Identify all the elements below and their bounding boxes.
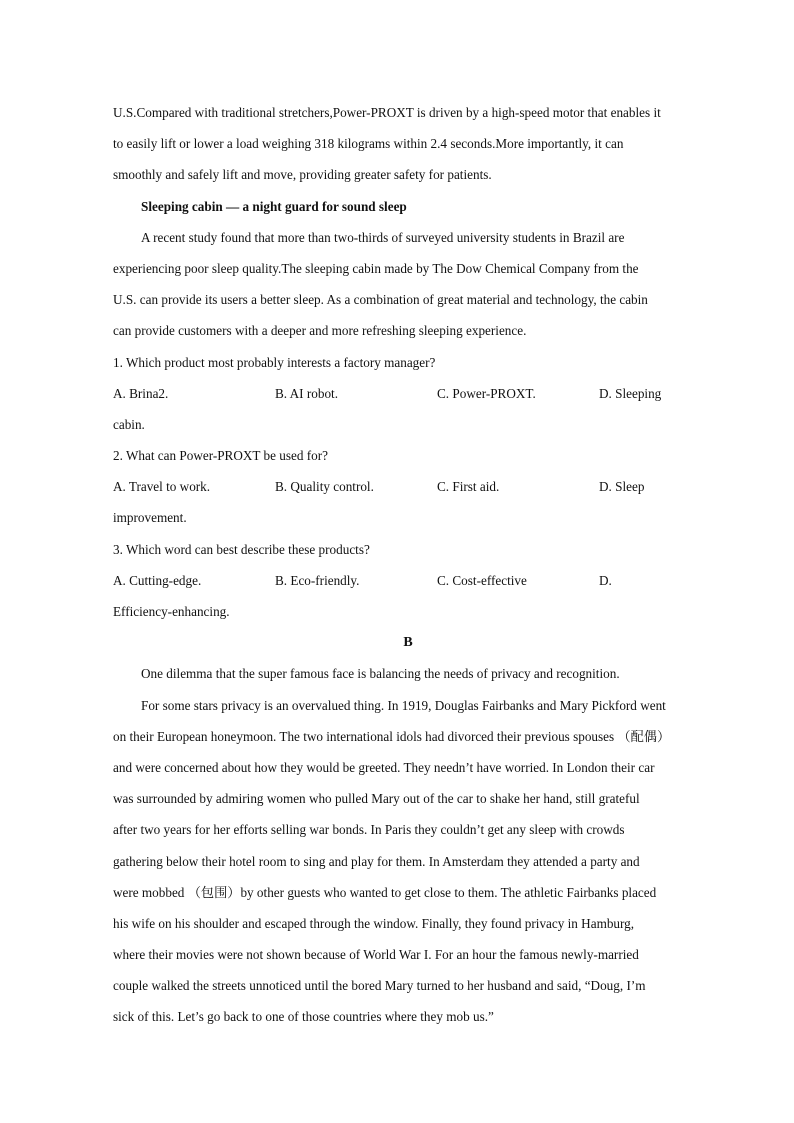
text-line: A recent study found that more than two-thirds of surveyed university students in Brazil are	[141, 229, 625, 245]
option-b: B. AI robot.	[275, 385, 339, 401]
question-stem: 1. Which product most probably interests a factory manager?	[113, 354, 436, 370]
question-stem: 2. What can Power-PROXT be used for?	[113, 448, 328, 464]
passage-a-ending	[113, 97, 703, 191]
question-2	[113, 440, 703, 534]
option-a: A. Brina2.	[113, 385, 169, 401]
option-c: C. Cost-effective	[437, 572, 527, 588]
text-line: can provide customers with a deeper and more refreshing sleeping experience.	[113, 323, 527, 339]
section-b-label: B	[403, 635, 413, 651]
options-row	[113, 378, 703, 409]
option-d: D.	[599, 572, 612, 588]
option-a: A. Cutting-edge.	[113, 572, 202, 588]
text-line: U.S.Compared with traditional stretchers,Power-PROXT is driven by a high-speed motor that enables it	[113, 105, 661, 120]
option-a: A. Travel to work.	[113, 479, 211, 495]
option-d: D. Sleeping	[599, 385, 662, 401]
sleeping-cabin-section	[113, 191, 703, 347]
text-line: were mobbed （包围）by other guests who wanted to get close to them. The athletic Fairbanks placed	[113, 884, 657, 900]
text-line: gathering below their hotel room to sing and play for them. In Amsterdam they attended a party and	[113, 853, 640, 869]
text-line: was surrounded by admiring women who pulled Mary out of the car to shake her hand, still grateful	[113, 791, 640, 807]
text-line: couple walked the streets unnoticed until the bored Mary turned to her husband and said, “Doug, I’m	[113, 978, 646, 994]
section-b-passage	[113, 658, 703, 1032]
text-line: U.S. can provide its users a better sleep. As a combination of great material and technology, the cabin	[113, 292, 648, 308]
option-wrap: improvement.	[113, 510, 187, 526]
question-3	[113, 534, 703, 628]
options-row	[113, 565, 703, 596]
question-1	[113, 347, 703, 441]
text-line: experiencing poor sleep quality.The sleeping cabin made by The Dow Chemical Company from the	[113, 260, 639, 276]
text-line: One dilemma that the super famous face is balancing the needs of privacy and recognition.	[141, 666, 620, 682]
text-line: on their European honeymoon. The two international idols had divorced their previous spouses （配偶）	[113, 728, 671, 744]
text-line: his wife on his shoulder and escaped through the window. Finally, they found privacy in Hamburg,	[113, 915, 635, 931]
text-line: where their movies were not shown because of World War I. For an hour the famous newly-married	[113, 947, 639, 963]
option-c: C. First aid.	[437, 479, 500, 495]
text-line: sick of this. Let’s go back to one of those countries where they mob us.”	[113, 1009, 494, 1025]
option-b: B. Eco-friendly.	[275, 572, 360, 588]
sleeping-cabin-heading: Sleeping cabin — a night guard for sound sleep	[141, 198, 407, 214]
option-c: C. Power-PROXT.	[437, 385, 536, 401]
text-line: after two years for her efforts selling war bonds. In Paris they couldn’t get any sleep with crowds	[113, 822, 625, 838]
text-line: to easily lift or lower a load weighing 318 kilograms within 2.4 seconds.More importantly, it can	[113, 136, 624, 152]
option-wrap: Efficiency-enhancing.	[113, 604, 230, 619]
document-page	[113, 97, 703, 1033]
options-row	[113, 471, 703, 502]
question-stem: 3. Which word can best describe these products?	[113, 541, 370, 557]
text-line: and were concerned about how they would be greeted. They needn’t have worried. In London their car	[113, 759, 655, 775]
text-line: For some stars privacy is an overvalued thing. In 1919, Douglas Fairbanks and Mary Pickford went	[141, 697, 666, 713]
text-line: smoothly and safely lift and move, providing greater safety for patients.	[113, 167, 492, 183]
option-wrap: cabin.	[113, 416, 145, 432]
option-d: D. Sleep	[599, 479, 645, 495]
option-b: B. Quality control.	[275, 479, 374, 495]
